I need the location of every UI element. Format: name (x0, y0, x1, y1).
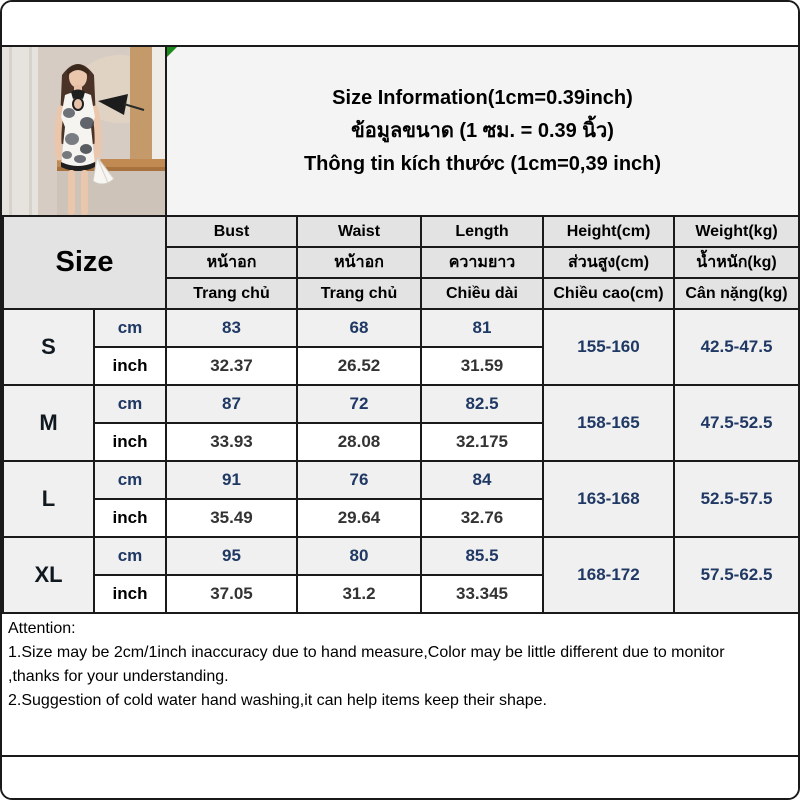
size-label-l: L (3, 461, 94, 537)
header-row-english (3, 216, 799, 247)
unit-label-inch: inch (94, 499, 166, 537)
product-photo-illustration (2, 47, 165, 215)
unit-label-cm: cm (94, 309, 166, 347)
value-cell: 32.37 (166, 347, 297, 385)
header-length-th: ความยาว (421, 247, 543, 278)
value-cell: 26.52 (297, 347, 421, 385)
value-cell: 85.5 (421, 537, 543, 575)
attention-heading: Attention: (8, 620, 76, 637)
bottom-whitespace (2, 757, 798, 800)
green-corner-flag-icon (167, 47, 177, 57)
value-cell: 84 (421, 461, 543, 499)
header-length-vi: Chiều dài (421, 278, 543, 309)
height-range-s: 155-160 (543, 309, 674, 385)
size-label-m: M (3, 385, 94, 461)
header-weight-en: Weight(kg) (674, 216, 799, 247)
header-waist-en: Waist (297, 216, 421, 247)
header-waist-th: หน้าอก (297, 247, 421, 278)
header-bust-th: หน้าอก (166, 247, 297, 278)
value-cell: 80 (297, 537, 421, 575)
attention-line: ,thanks for your understanding. (8, 668, 229, 685)
value-cell: 82.5 (421, 385, 543, 423)
value-cell: 32.76 (421, 499, 543, 537)
value-cell: 81 (421, 309, 543, 347)
table-row-l-cm (3, 461, 799, 499)
value-cell: 28.08 (297, 423, 421, 461)
unit-label-cm: cm (94, 537, 166, 575)
weight-range-l: 52.5-57.5 (674, 461, 799, 537)
value-cell: 72 (297, 385, 421, 423)
unit-label-cm: cm (94, 461, 166, 499)
attention-line: 2.Suggestion of cold water hand washing,it can help items keep their shape. (8, 692, 547, 709)
header-weight-th: น้ำหนัก(kg) (674, 247, 799, 278)
attention-line: 1.Size may be 2cm/1inch inaccuracy due to hand measure,Color may be little different due to monitor (8, 644, 725, 661)
value-cell: 31.59 (421, 347, 543, 385)
value-cell: 32.175 (421, 423, 543, 461)
value-cell: 95 (166, 537, 297, 575)
table-row-s-cm (3, 309, 799, 347)
header-height-vi: Chiều cao(cm) (543, 278, 674, 309)
value-cell: 37.05 (166, 575, 297, 613)
unit-label-cm: cm (94, 385, 166, 423)
header-height-th: ส่วนสูง(cm) (543, 247, 674, 278)
value-cell: 68 (297, 309, 421, 347)
title-english: Size Information(1cm=0.39inch) (332, 86, 633, 109)
size-label-s: S (3, 309, 94, 385)
header-height-en: Height(cm) (543, 216, 674, 247)
header-bust-vi: Trang chủ (166, 278, 297, 309)
value-cell: 87 (166, 385, 297, 423)
weight-range-s: 42.5-47.5 (674, 309, 799, 385)
unit-label-inch: inch (94, 575, 166, 613)
value-cell: 91 (166, 461, 297, 499)
unit-label-inch: inch (94, 423, 166, 461)
unit-label-inch: inch (94, 347, 166, 385)
header-length-en: Length (421, 216, 543, 247)
weight-range-m: 47.5-52.5 (674, 385, 799, 461)
value-cell: 83 (166, 309, 297, 347)
top-whitespace (2, 2, 798, 45)
title-block (167, 47, 798, 215)
weight-range-xl: 57.5-62.5 (674, 537, 799, 613)
header-bust-en: Bust (166, 216, 297, 247)
header-waist-vi: Trang chủ (297, 278, 421, 309)
hero-row (2, 45, 798, 215)
attention-note (2, 614, 798, 757)
title-vietnamese: Thông tin kích thước (1cm=0,39 inch) (303, 152, 662, 175)
height-range-l: 163-168 (543, 461, 674, 537)
height-range-m: 158-165 (543, 385, 674, 461)
size-label-xl: XL (3, 537, 94, 613)
table-row-m-cm (3, 385, 799, 423)
value-cell: 31.2 (297, 575, 421, 613)
product-photo (2, 47, 167, 215)
value-cell: 76 (297, 461, 421, 499)
header-weight-vi: Cân nặng(kg) (674, 278, 799, 309)
size-table (2, 215, 800, 614)
value-cell: 29.64 (297, 499, 421, 537)
value-cell: 33.93 (166, 423, 297, 461)
size-column-header: Size (3, 216, 166, 309)
title-thai: ข้อมูลขนาด (1 ซม. = 0.39 นิ้ว) (351, 119, 614, 142)
table-row-xl-cm (3, 537, 799, 575)
value-cell: 33.345 (421, 575, 543, 613)
value-cell: 35.49 (166, 499, 297, 537)
height-range-xl: 168-172 (543, 537, 674, 613)
